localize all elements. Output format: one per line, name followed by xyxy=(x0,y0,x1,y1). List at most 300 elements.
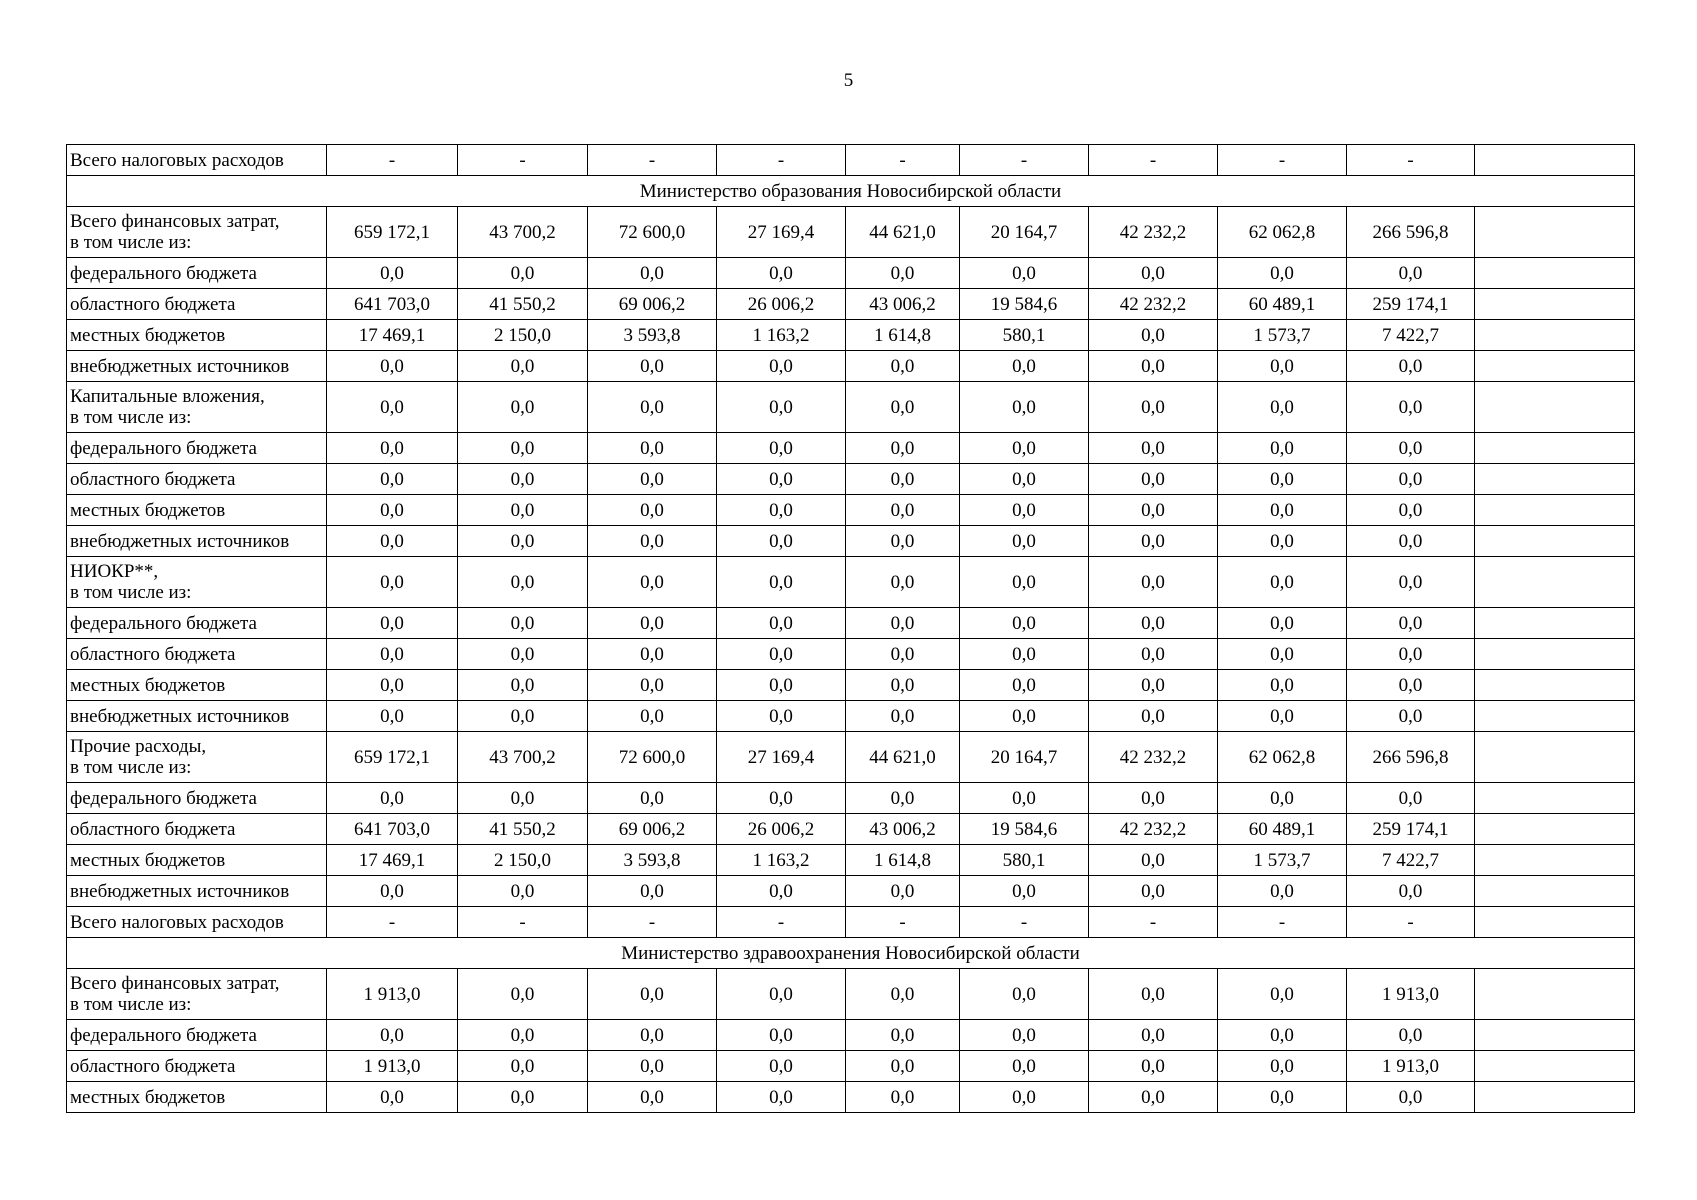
table-cell: 0,0 xyxy=(1218,701,1347,732)
table-cell: 0,0 xyxy=(717,433,846,464)
table-cell: 43 006,2 xyxy=(846,289,960,320)
table-cell: 0,0 xyxy=(1089,382,1218,433)
table-cell: 0,0 xyxy=(588,1020,717,1051)
table-cell: 0,0 xyxy=(327,670,458,701)
table-cell: - xyxy=(458,907,588,938)
table-cell xyxy=(1475,876,1635,907)
table-cell: 0,0 xyxy=(1218,351,1347,382)
table-cell: 0,0 xyxy=(1089,526,1218,557)
table-cell: 0,0 xyxy=(717,1082,846,1113)
table-cell xyxy=(1475,351,1635,382)
table-row xyxy=(67,207,1635,258)
row-label: областного бюджета xyxy=(67,289,327,320)
row-label: местных бюджетов xyxy=(67,495,327,526)
table-cell: - xyxy=(846,907,960,938)
table-cell: 0,0 xyxy=(846,382,960,433)
table-cell xyxy=(1475,783,1635,814)
table-cell: 266 596,8 xyxy=(1347,207,1475,258)
table-cell: 0,0 xyxy=(1089,608,1218,639)
table-row xyxy=(67,907,1635,938)
table-cell: 0,0 xyxy=(717,670,846,701)
table-cell xyxy=(1475,639,1635,670)
table-cell: 0,0 xyxy=(960,608,1089,639)
table-cell: 0,0 xyxy=(960,670,1089,701)
table-cell: 659 172,1 xyxy=(327,732,458,783)
table-cell: 17 469,1 xyxy=(327,845,458,876)
table-cell: 0,0 xyxy=(1347,526,1475,557)
table-cell: 1 163,2 xyxy=(717,845,846,876)
table-cell: 20 164,7 xyxy=(960,732,1089,783)
table-cell: 0,0 xyxy=(1218,557,1347,608)
table-cell: 0,0 xyxy=(846,876,960,907)
table-row xyxy=(67,289,1635,320)
table-cell: 0,0 xyxy=(588,382,717,433)
table-cell: 69 006,2 xyxy=(588,289,717,320)
table-cell: 0,0 xyxy=(458,258,588,289)
table-cell: 0,0 xyxy=(1218,608,1347,639)
table-cell xyxy=(1475,557,1635,608)
table-row xyxy=(67,526,1635,557)
table-cell xyxy=(1475,701,1635,732)
table-cell xyxy=(1475,207,1635,258)
table-row xyxy=(67,557,1635,608)
table-cell: 20 164,7 xyxy=(960,207,1089,258)
table-cell: - xyxy=(717,145,846,176)
table-cell: 0,0 xyxy=(717,1020,846,1051)
table-cell: 0,0 xyxy=(960,701,1089,732)
table-cell: - xyxy=(960,907,1089,938)
table-cell: 2 150,0 xyxy=(458,320,588,351)
table-row xyxy=(67,732,1635,783)
table-cell: 0,0 xyxy=(960,464,1089,495)
table-cell: 0,0 xyxy=(1347,557,1475,608)
row-label: федерального бюджета xyxy=(67,258,327,289)
table-cell: 0,0 xyxy=(1089,670,1218,701)
table-cell: - xyxy=(1347,907,1475,938)
table-cell xyxy=(1475,907,1635,938)
table-cell: 0,0 xyxy=(458,495,588,526)
table-cell: 0,0 xyxy=(717,876,846,907)
table-row xyxy=(67,433,1635,464)
table-cell: 0,0 xyxy=(1347,701,1475,732)
table-cell: 44 621,0 xyxy=(846,732,960,783)
table-cell: 0,0 xyxy=(458,1082,588,1113)
table-cell: 0,0 xyxy=(846,639,960,670)
table-cell: 69 006,2 xyxy=(588,814,717,845)
table-cell xyxy=(1475,289,1635,320)
table-cell: 0,0 xyxy=(1089,258,1218,289)
table-cell xyxy=(1475,433,1635,464)
table-cell: 0,0 xyxy=(1089,876,1218,907)
table-cell: 0,0 xyxy=(1347,608,1475,639)
section-header-row xyxy=(67,938,1635,969)
page-number: 5 xyxy=(843,70,854,91)
table-cell: 0,0 xyxy=(1218,495,1347,526)
table-cell: 1 614,8 xyxy=(846,845,960,876)
table-cell: 72 600,0 xyxy=(588,732,717,783)
table-cell: 41 550,2 xyxy=(458,814,588,845)
section-title: Министерство образования Новосибирской области xyxy=(67,176,1635,207)
table-cell: 0,0 xyxy=(458,1051,588,1082)
row-label: федерального бюджета xyxy=(67,433,327,464)
table-cell xyxy=(1475,320,1635,351)
table-cell: 0,0 xyxy=(960,382,1089,433)
row-label: местных бюджетов xyxy=(67,670,327,701)
table-row xyxy=(67,382,1635,433)
table-cell: 0,0 xyxy=(1218,639,1347,670)
table-cell: 0,0 xyxy=(717,557,846,608)
table-cell: 0,0 xyxy=(1089,969,1218,1020)
table-cell: 42 232,2 xyxy=(1089,289,1218,320)
table-cell: 0,0 xyxy=(1089,351,1218,382)
table-cell: 0,0 xyxy=(458,608,588,639)
table-cell: 259 174,1 xyxy=(1347,814,1475,845)
table-cell: 0,0 xyxy=(458,1020,588,1051)
table-cell: 0,0 xyxy=(1089,1051,1218,1082)
table-cell: - xyxy=(1218,145,1347,176)
table-cell: - xyxy=(588,907,717,938)
table-cell: 42 232,2 xyxy=(1089,207,1218,258)
table-cell: 0,0 xyxy=(1089,701,1218,732)
table-cell: 43 006,2 xyxy=(846,814,960,845)
table-cell xyxy=(1475,608,1635,639)
table-cell: 43 700,2 xyxy=(458,207,588,258)
table-cell: 0,0 xyxy=(1089,464,1218,495)
table-cell: 0,0 xyxy=(588,969,717,1020)
table-cell: 0,0 xyxy=(1218,1051,1347,1082)
table-cell: 0,0 xyxy=(458,433,588,464)
table-cell: 0,0 xyxy=(717,495,846,526)
table-cell: 0,0 xyxy=(1089,639,1218,670)
table-row xyxy=(67,145,1635,176)
table-cell xyxy=(1475,464,1635,495)
table-cell: 0,0 xyxy=(717,258,846,289)
table-cell: 0,0 xyxy=(1347,351,1475,382)
table-cell: 0,0 xyxy=(1347,670,1475,701)
table-cell: 7 422,7 xyxy=(1347,320,1475,351)
table-row xyxy=(67,258,1635,289)
section-header-row xyxy=(67,176,1635,207)
row-label: местных бюджетов xyxy=(67,845,327,876)
table-cell: 0,0 xyxy=(717,608,846,639)
row-label: Всего налоговых расходов xyxy=(67,907,327,938)
table-cell: 17 469,1 xyxy=(327,320,458,351)
row-label: областного бюджета xyxy=(67,814,327,845)
table-cell: 0,0 xyxy=(458,639,588,670)
row-label: внебюджетных источников xyxy=(67,701,327,732)
table-cell: 7 422,7 xyxy=(1347,845,1475,876)
table-cell: 0,0 xyxy=(327,382,458,433)
table-cell: 0,0 xyxy=(327,608,458,639)
table-row xyxy=(67,783,1635,814)
budget-table-body xyxy=(67,145,1635,1113)
table-cell: 0,0 xyxy=(960,258,1089,289)
table-cell: - xyxy=(458,145,588,176)
table-cell: 0,0 xyxy=(846,258,960,289)
table-cell: 1 913,0 xyxy=(327,1051,458,1082)
row-label: областного бюджета xyxy=(67,464,327,495)
table-cell: 60 489,1 xyxy=(1218,289,1347,320)
table-cell: 0,0 xyxy=(327,1082,458,1113)
table-cell: 0,0 xyxy=(846,557,960,608)
table-cell xyxy=(1475,526,1635,557)
table-cell: 0,0 xyxy=(846,1051,960,1082)
table-cell: 0,0 xyxy=(327,495,458,526)
table-cell: 0,0 xyxy=(1089,433,1218,464)
table-cell: 44 621,0 xyxy=(846,207,960,258)
table-row xyxy=(67,876,1635,907)
table-cell: - xyxy=(960,145,1089,176)
table-cell: 0,0 xyxy=(717,1051,846,1082)
table-cell: - xyxy=(588,145,717,176)
table-cell: 0,0 xyxy=(588,495,717,526)
table-cell: 0,0 xyxy=(1089,1020,1218,1051)
table-cell: - xyxy=(846,145,960,176)
table-cell: 0,0 xyxy=(1089,320,1218,351)
table-cell: 0,0 xyxy=(588,1051,717,1082)
table-cell: 0,0 xyxy=(1218,969,1347,1020)
table-cell: - xyxy=(1347,145,1475,176)
table-cell: 0,0 xyxy=(588,433,717,464)
table-cell: 0,0 xyxy=(960,639,1089,670)
table-cell: 0,0 xyxy=(1218,783,1347,814)
table-cell: 0,0 xyxy=(717,464,846,495)
table-cell xyxy=(1475,969,1635,1020)
table-cell: 0,0 xyxy=(717,783,846,814)
table-row xyxy=(67,464,1635,495)
table-cell: 0,0 xyxy=(1347,783,1475,814)
table-cell: 0,0 xyxy=(458,557,588,608)
table-cell: 0,0 xyxy=(717,382,846,433)
table-cell: 0,0 xyxy=(1347,258,1475,289)
table-cell: 0,0 xyxy=(960,783,1089,814)
table-cell: 266 596,8 xyxy=(1347,732,1475,783)
table-cell: 0,0 xyxy=(327,701,458,732)
table-cell: 0,0 xyxy=(1089,783,1218,814)
table-row xyxy=(67,701,1635,732)
table-cell: 0,0 xyxy=(588,670,717,701)
table-cell: 0,0 xyxy=(1089,1082,1218,1113)
table-row xyxy=(67,608,1635,639)
table-cell: 0,0 xyxy=(588,557,717,608)
table-cell: - xyxy=(717,907,846,938)
row-label: Капитальные вложения, в том числе из: xyxy=(67,382,327,433)
table-cell: 0,0 xyxy=(846,495,960,526)
table-row xyxy=(67,1020,1635,1051)
table-cell: 0,0 xyxy=(846,969,960,1020)
table-cell: 0,0 xyxy=(327,351,458,382)
table-cell: 0,0 xyxy=(717,639,846,670)
table-cell: 0,0 xyxy=(1218,258,1347,289)
table-cell: 0,0 xyxy=(588,701,717,732)
table-cell: 0,0 xyxy=(588,1082,717,1113)
table-cell: 0,0 xyxy=(1218,876,1347,907)
table-cell: 0,0 xyxy=(1218,526,1347,557)
table-cell: 0,0 xyxy=(846,783,960,814)
row-label: местных бюджетов xyxy=(67,320,327,351)
table-cell: 0,0 xyxy=(458,464,588,495)
table-cell: 0,0 xyxy=(846,433,960,464)
table-cell: 1 573,7 xyxy=(1218,320,1347,351)
table-cell: 19 584,6 xyxy=(960,289,1089,320)
table-cell: 3 593,8 xyxy=(588,845,717,876)
table-cell: 641 703,0 xyxy=(327,289,458,320)
table-cell: 0,0 xyxy=(1218,1082,1347,1113)
table-cell: 1 913,0 xyxy=(1347,1051,1475,1082)
table-cell: 0,0 xyxy=(1089,845,1218,876)
row-label: областного бюджета xyxy=(67,1051,327,1082)
table-cell: 0,0 xyxy=(1218,1020,1347,1051)
table-cell: 0,0 xyxy=(458,969,588,1020)
table-cell: 0,0 xyxy=(960,876,1089,907)
table-cell: 259 174,1 xyxy=(1347,289,1475,320)
row-label: Всего финансовых затрат, в том числе из: xyxy=(67,207,327,258)
table-cell: 0,0 xyxy=(846,1020,960,1051)
table-cell: 0,0 xyxy=(588,526,717,557)
table-cell: 0,0 xyxy=(1347,433,1475,464)
table-cell: 0,0 xyxy=(1347,464,1475,495)
table-cell: 0,0 xyxy=(960,557,1089,608)
table-row xyxy=(67,814,1635,845)
table-cell: 0,0 xyxy=(327,1020,458,1051)
table-cell xyxy=(1475,814,1635,845)
table-cell: 1 163,2 xyxy=(717,320,846,351)
table-row xyxy=(67,639,1635,670)
table-row xyxy=(67,670,1635,701)
table-cell: 0,0 xyxy=(1089,557,1218,608)
table-row xyxy=(67,1051,1635,1082)
table-cell: 0,0 xyxy=(960,351,1089,382)
table-cell: 0,0 xyxy=(1218,382,1347,433)
table-cell: 0,0 xyxy=(588,258,717,289)
table-cell: 0,0 xyxy=(327,876,458,907)
table-cell: 0,0 xyxy=(960,1082,1089,1113)
table-cell: 27 169,4 xyxy=(717,732,846,783)
row-label: областного бюджета xyxy=(67,639,327,670)
row-label: федерального бюджета xyxy=(67,608,327,639)
section-title: Министерство здравоохранения Новосибирской области xyxy=(67,938,1635,969)
table-row xyxy=(67,845,1635,876)
table-cell xyxy=(1475,1051,1635,1082)
table-cell: 0,0 xyxy=(846,670,960,701)
table-cell: 0,0 xyxy=(717,969,846,1020)
table-cell: 0,0 xyxy=(1347,1020,1475,1051)
table-cell: 1 573,7 xyxy=(1218,845,1347,876)
table-cell: 0,0 xyxy=(327,433,458,464)
table-cell: 26 006,2 xyxy=(717,289,846,320)
table-cell: 0,0 xyxy=(458,701,588,732)
table-cell: 62 062,8 xyxy=(1218,732,1347,783)
table-cell: 3 593,8 xyxy=(588,320,717,351)
table-cell: 0,0 xyxy=(327,526,458,557)
table-cell: 0,0 xyxy=(717,351,846,382)
row-label: Всего налоговых расходов xyxy=(67,145,327,176)
table-cell: 19 584,6 xyxy=(960,814,1089,845)
table-cell: 0,0 xyxy=(846,464,960,495)
row-label: внебюджетных источников xyxy=(67,526,327,557)
table-cell: 0,0 xyxy=(960,1051,1089,1082)
table-cell: 0,0 xyxy=(588,783,717,814)
table-cell: 1 614,8 xyxy=(846,320,960,351)
table-cell: 0,0 xyxy=(458,783,588,814)
row-label: федерального бюджета xyxy=(67,1020,327,1051)
table-cell: 0,0 xyxy=(1218,670,1347,701)
table-cell xyxy=(1475,732,1635,783)
table-cell: 1 913,0 xyxy=(327,969,458,1020)
table-cell xyxy=(1475,1020,1635,1051)
table-cell: 0,0 xyxy=(588,639,717,670)
row-label: НИОКР**, в том числе из: xyxy=(67,557,327,608)
table-cell: 659 172,1 xyxy=(327,207,458,258)
table-cell xyxy=(1475,495,1635,526)
row-label: федерального бюджета xyxy=(67,783,327,814)
table-cell: - xyxy=(1089,145,1218,176)
table-cell: 0,0 xyxy=(1347,382,1475,433)
table-cell: 0,0 xyxy=(1347,1082,1475,1113)
table-cell xyxy=(1475,258,1635,289)
table-cell xyxy=(1475,1082,1635,1113)
table-cell: 0,0 xyxy=(846,351,960,382)
table-cell xyxy=(1475,382,1635,433)
table-cell xyxy=(1475,845,1635,876)
table-cell: 26 006,2 xyxy=(717,814,846,845)
table-cell: 580,1 xyxy=(960,845,1089,876)
table-cell: 0,0 xyxy=(846,1082,960,1113)
table-cell: 0,0 xyxy=(458,526,588,557)
budget-table xyxy=(66,144,1635,1113)
table-cell: 62 062,8 xyxy=(1218,207,1347,258)
table-cell: 0,0 xyxy=(327,258,458,289)
table-cell: 0,0 xyxy=(1347,639,1475,670)
table-cell: - xyxy=(327,907,458,938)
row-label: Всего финансовых затрат, в том числе из: xyxy=(67,969,327,1020)
table-cell: 0,0 xyxy=(458,382,588,433)
table-cell: 0,0 xyxy=(327,464,458,495)
table-cell: 0,0 xyxy=(1347,495,1475,526)
table-cell: 0,0 xyxy=(1218,464,1347,495)
table-cell: 60 489,1 xyxy=(1218,814,1347,845)
table-cell: 0,0 xyxy=(717,701,846,732)
table-cell: 0,0 xyxy=(960,526,1089,557)
table-cell: 2 150,0 xyxy=(458,845,588,876)
table-cell: 41 550,2 xyxy=(458,289,588,320)
table-row xyxy=(67,495,1635,526)
table-row xyxy=(67,969,1635,1020)
table-cell: 0,0 xyxy=(327,639,458,670)
table-cell: 0,0 xyxy=(588,876,717,907)
table-row xyxy=(67,1082,1635,1113)
table-cell xyxy=(1475,670,1635,701)
table-cell: 0,0 xyxy=(960,969,1089,1020)
table-cell: 0,0 xyxy=(588,608,717,639)
row-label: внебюджетных источников xyxy=(67,351,327,382)
row-label: внебюджетных источников xyxy=(67,876,327,907)
table-row xyxy=(67,351,1635,382)
row-label: местных бюджетов xyxy=(67,1082,327,1113)
table-cell: 0,0 xyxy=(327,783,458,814)
table-cell: 0,0 xyxy=(327,557,458,608)
table-cell: 0,0 xyxy=(588,464,717,495)
table-cell: 0,0 xyxy=(458,351,588,382)
table-cell: 43 700,2 xyxy=(458,732,588,783)
table-cell: 0,0 xyxy=(846,526,960,557)
table-cell: 0,0 xyxy=(846,608,960,639)
table-cell: 72 600,0 xyxy=(588,207,717,258)
table-cell: 641 703,0 xyxy=(327,814,458,845)
table-cell: 42 232,2 xyxy=(1089,814,1218,845)
table-cell: - xyxy=(327,145,458,176)
table-cell: - xyxy=(1089,907,1218,938)
